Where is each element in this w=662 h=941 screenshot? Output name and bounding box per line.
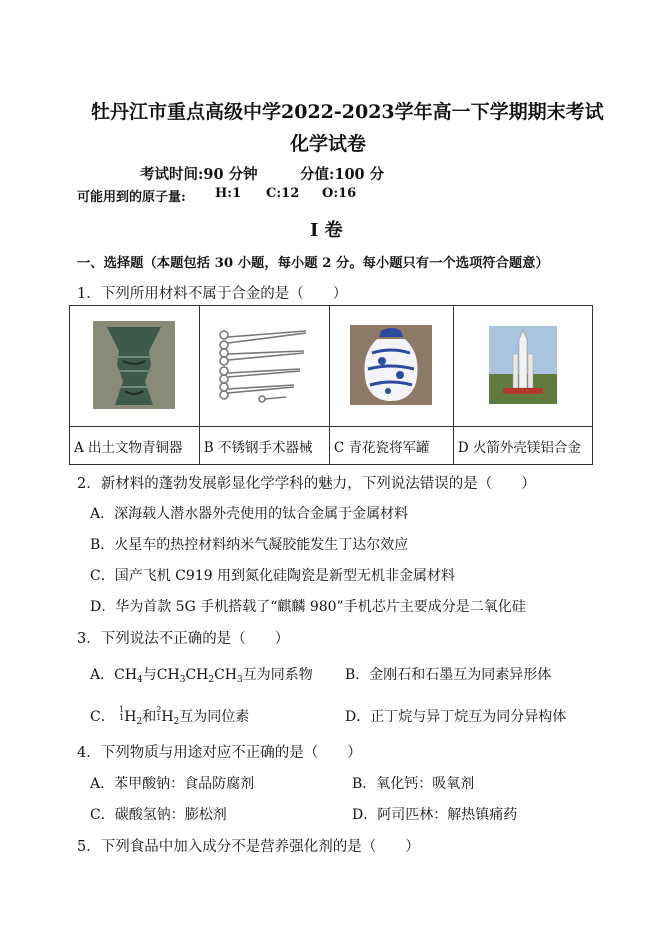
q4-option-b: B．氧化钙：吸氧剂 <box>352 776 475 792</box>
propane-part2: CH <box>185 667 209 683</box>
q3-option-a-prefix: A． <box>90 667 115 683</box>
propane-sub2: 2 <box>208 675 215 685</box>
q4-option-d: D．阿司匹林：解热镇痛药 <box>352 807 518 823</box>
atomic-mass-h: H:1 <box>215 186 242 201</box>
q2-option-b: B．火星车的热控材料纳米气凝胶能发生丁达尔效应 <box>90 537 409 553</box>
isotope-1-mass-number: 1 <box>119 705 125 714</box>
propane-part1: CH <box>156 667 180 683</box>
q1-image-table <box>69 305 593 465</box>
isotope-2-element: H <box>161 709 174 725</box>
q1-cell-c-image <box>329 306 453 427</box>
q2-stem: 2．新材料的蓬勃发展彰显化学学科的魅力，下列说法错误的是（ ） <box>77 476 536 492</box>
q1-cell-a-image <box>70 306 200 427</box>
methane-subscript: 4 <box>137 675 143 685</box>
q2-option-d: D．华为首款 5G 手机搭载了“麒麟 980”手机芯片主要成分是二氧化硅 <box>90 599 526 615</box>
q2-option-c: C．国产飞机 C919 用到氮化硅陶瓷是新型无机非金属材料 <box>90 568 456 584</box>
isotope-2-mass-number: 2 <box>156 705 162 714</box>
q3-option-c <box>90 706 249 727</box>
isotope-1-element: H <box>124 709 137 725</box>
q2-option-a: A．深海载人潜水器外壳使用的钛合金属于金属材料 <box>90 506 409 522</box>
methane-formula: CH <box>114 667 138 683</box>
atomic-mass-c: C:12 <box>266 186 300 201</box>
isotope-2-atomic-number: 1 <box>156 713 162 722</box>
q3-option-a-mid: 与 <box>142 667 157 683</box>
bronze-vessel-icon <box>93 321 175 409</box>
q3-option-d: D．正丁烷与异丁烷互为同分异构体 <box>345 709 567 725</box>
q3-option-c-prefix: C． <box>90 709 115 725</box>
q1-cell-d-image <box>453 306 592 427</box>
q3-option-b: B．金刚石和石墨互为同素异形体 <box>345 667 552 683</box>
q3-option-a <box>90 664 313 685</box>
q3-stem: 3．下列说法不正确的是（ ） <box>77 631 290 647</box>
section-heading: 一、选择题（本题包括 30 小题，每小题 2 分。每小题只有一个选项符合题意） <box>77 256 549 271</box>
exam-score: 分值:100 分 <box>300 166 385 183</box>
q5-stem: 5．下列食品中加入成分不是营养强化剂的是（ ） <box>77 839 420 855</box>
isotope-1-atomic-number: 1 <box>119 713 125 722</box>
q4-option-a: A．苯甲酸钠：食品防腐剂 <box>90 776 255 792</box>
atomic-mass-label: 可能用到的原子量: <box>77 190 186 205</box>
q1-option-b: B 不锈钢手术器械 <box>199 427 329 465</box>
propane-sub3: 3 <box>237 675 243 685</box>
q4-option-c: C．碳酸氢钠：膨松剂 <box>90 807 227 823</box>
volume-heading: I 卷 <box>310 220 343 241</box>
q1-cell-b-image <box>199 306 329 427</box>
q1-stem: 1．下列所用材料不属于合金的是（ ） <box>77 286 348 302</box>
propane-part3: CH <box>214 667 238 683</box>
propane-sub1: 3 <box>179 675 186 685</box>
exam-time: 考试时间:90 分钟 <box>140 166 258 183</box>
isotope-2-count: 2 <box>173 717 180 727</box>
surgical-scissors-icon <box>216 327 312 403</box>
rocket-icon <box>489 326 557 404</box>
q3-option-a-suffix: 互为同系物 <box>242 667 313 683</box>
q1-option-a: A 出土文物青铜器 <box>70 427 200 465</box>
q3-option-c-suffix: 互为同位素 <box>179 709 250 725</box>
atomic-mass-o: O:16 <box>322 186 357 201</box>
porcelain-jar-icon <box>350 325 432 405</box>
q1-option-c: C 青花瓷将军罐 <box>329 427 453 465</box>
isotope-1-count: 2 <box>136 717 143 727</box>
exam-title-line2: 化学试卷 <box>290 133 367 155</box>
exam-title-line1: 牡丹江市重点高级中学2022-2023学年高一下学期期末考试 <box>91 101 604 123</box>
q4-stem: 4．下列物质与用途对应不正确的是（ ） <box>77 745 362 761</box>
q3-option-c-and: 和 <box>142 709 157 725</box>
q1-option-d: D 火箭外壳镁铝合金 <box>453 427 592 465</box>
